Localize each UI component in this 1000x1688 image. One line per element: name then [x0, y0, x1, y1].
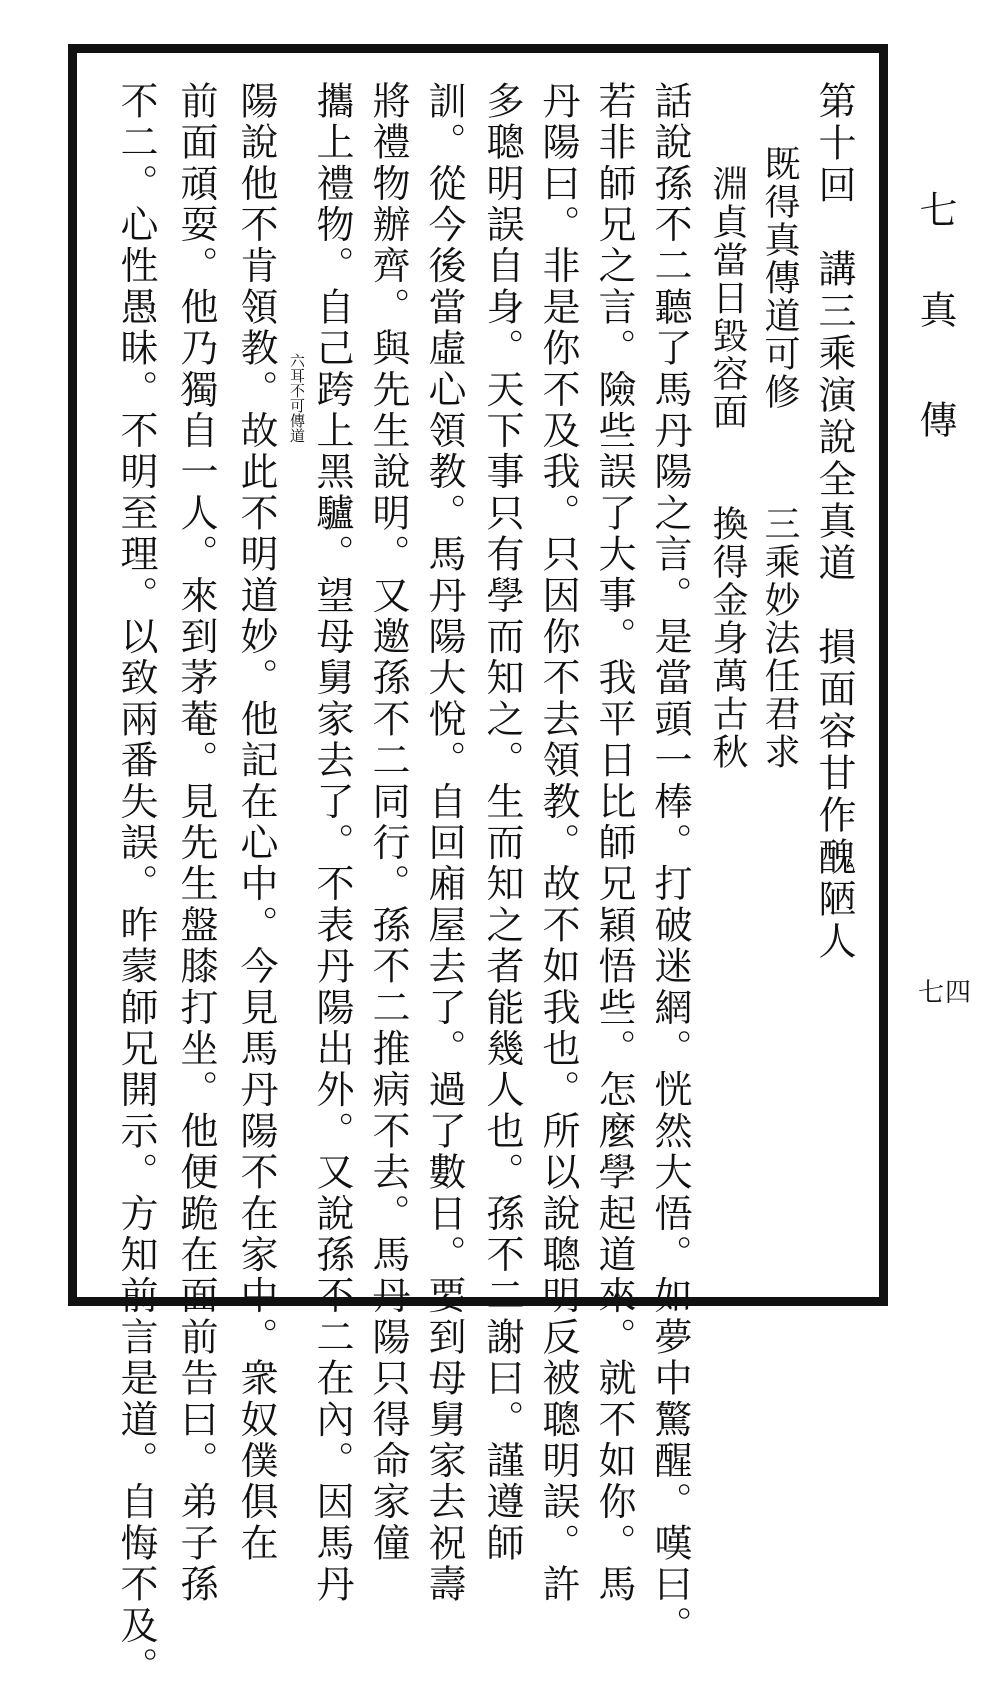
body-column-4: 多聰明誤自身。天下事只有學而知之。生而知之者能幾人也。孫不二謝曰。謹遵師 [480, 81, 524, 1565]
page-frame [68, 44, 888, 1688]
interlinear-note: 六耳不可傳道 [288, 353, 306, 443]
body-column-2: 若非師兄之言。險些誤了大事。我平日比師兄穎悟些。怎麼學起道來。就不如你。馬 [592, 81, 636, 1606]
couplet-2-upper: 淵貞當日毀容面 [707, 165, 748, 431]
margin-title-char-3: 傳 [913, 400, 957, 438]
body-column-5: 訓。從今後當虛心領教。馬丹陽大悅。自回廂屋去了。過了數日。要到母舅家去祝壽 [422, 81, 466, 1606]
couplet-1-lower: 三乘妙法任君求 [759, 505, 800, 771]
body-column-6: 將禮物辦齊。與先生說明。又邀孫不二同行。孫不二推病不去。馬丹陽只得命家僮 [366, 81, 410, 1565]
body-column-1: 話說孫不二聽了馬丹陽之言。是當頭一棒。打破迷網。恍然大悟。如夢中驚醒。嘆曰。 [648, 81, 692, 1647]
couplet-2-lower: 換得金身萬古秋 [707, 505, 748, 771]
couplet-1-upper: 既得真傳道可修 [759, 145, 800, 411]
margin-title-char-1: 七 [913, 190, 957, 228]
body-column-3: 丹陽曰。非是你不及我。只因你不去領教。故不如我也。所以說聰明反被聰明誤。許 [536, 81, 580, 1606]
body-column-8: 陽說他不肯領教。故此不明道妙。他記在心中。今見馬丹陽不在家中。衆奴僕俱在 [234, 81, 278, 1565]
body-column-9: 前面頑耍。他乃獨自一人。來到茅菴。見先生盤膝打坐。他便跪在面前告曰。弟子孫 [174, 81, 218, 1606]
margin-title-char-2: 真 [913, 290, 957, 328]
body-column-10: 不二。心性愚昧。不明至理。以致兩番失誤。昨蒙師兄開示。方知前言是道。自悔不及。 [114, 81, 158, 1688]
body-column-7: 攜上禮物。自己跨上黑驢。望母舅家去了。不表丹陽出外。又說孫不二在內。因馬丹 [310, 81, 354, 1606]
page-number: 七四 [918, 978, 973, 1008]
chapter-title: 第十回 講三乘演說全真道 損面容甘作醜陋人 [812, 81, 856, 963]
